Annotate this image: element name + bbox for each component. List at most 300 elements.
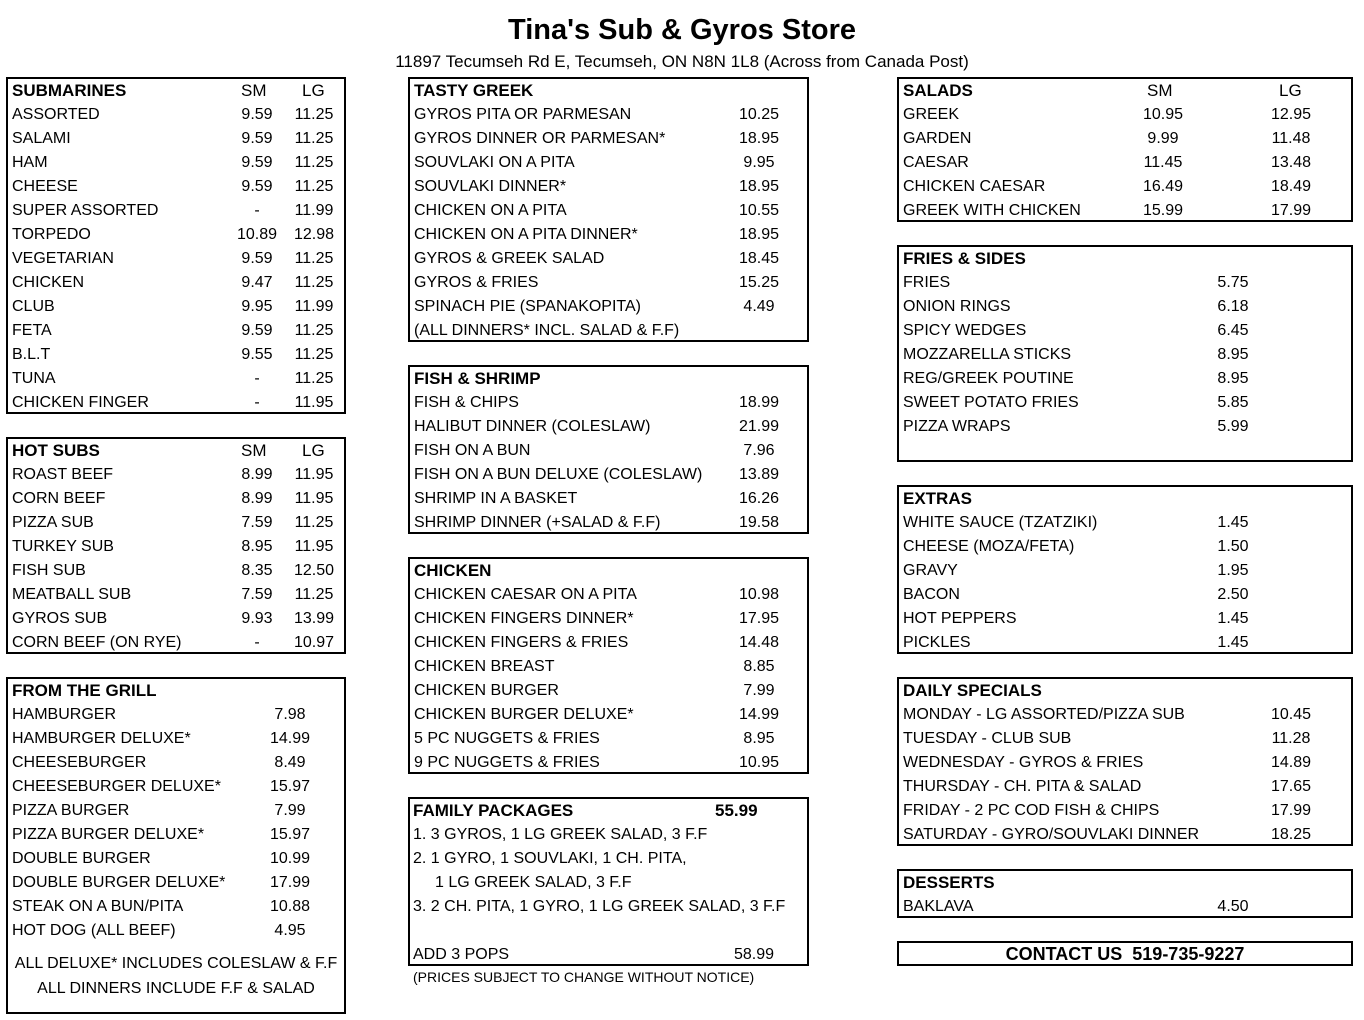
item-name: PIZZA BURGER xyxy=(12,802,130,819)
menu-item xyxy=(8,199,344,223)
price-sm: 9.59 xyxy=(241,154,273,171)
menu-item xyxy=(8,919,344,943)
item-name: THURSDAY - CH. PITA & SALAD xyxy=(903,778,1142,795)
menu-item xyxy=(8,631,344,655)
price: 11.28 xyxy=(1271,730,1311,747)
menu-item xyxy=(410,703,807,727)
item-name: TUNA xyxy=(12,370,56,387)
item-name: BAKLAVA xyxy=(903,898,974,915)
item-name: CHICKEN BREAST xyxy=(414,658,555,675)
item-name: GYROS & GREEK SALAD xyxy=(414,250,605,267)
item-name: HOT PEPPERS xyxy=(903,610,1017,627)
price-sm: 15.99 xyxy=(1142,202,1184,219)
size-sm-label: SM xyxy=(241,81,267,100)
item-name: CHICKEN CAESAR xyxy=(903,178,1046,195)
price-sm: 8.35 xyxy=(241,562,273,579)
menu-item xyxy=(8,271,344,295)
price-lg: 11.25 xyxy=(294,322,334,339)
menu-item xyxy=(899,295,1351,319)
item-name: FETA xyxy=(12,322,52,339)
menu-item xyxy=(410,679,807,703)
item-name: FISH ON A BUN DELUXE (COLESLAW) xyxy=(414,466,703,483)
price-lg: 17.99 xyxy=(1270,202,1312,219)
price: 18.25 xyxy=(1270,826,1312,843)
menu-item xyxy=(410,751,807,775)
menu-item xyxy=(8,247,344,271)
item-name: ASSORTED xyxy=(12,106,100,123)
menu-item xyxy=(8,223,344,247)
item-name: PICKLES xyxy=(903,634,971,651)
item-name: SOUVLAKI DINNER* xyxy=(414,178,567,195)
sides-header xyxy=(899,247,1351,271)
menu-item xyxy=(8,895,344,919)
price: 1.50 xyxy=(1217,538,1249,555)
price: 5.85 xyxy=(1217,394,1249,411)
price-sm: 16.49 xyxy=(1142,178,1184,195)
item-name: SATURDAY - GYRO/SOUVLAKI DINNER xyxy=(903,826,1200,843)
item-name: TUESDAY - CLUB SUB xyxy=(903,730,1072,747)
price-lg: 11.25 xyxy=(294,514,334,531)
grill-section xyxy=(6,677,346,1014)
price: 10.88 xyxy=(269,898,311,915)
price: 4.95 xyxy=(274,922,306,939)
item-name: FISH SUB xyxy=(12,562,86,579)
contact-phone[interactable]: 519-735-9227 xyxy=(1132,944,1245,964)
chicken-section xyxy=(408,557,809,774)
price-disclaimer: (PRICES SUBJECT TO CHANGE WITHOUT NOTICE) xyxy=(413,969,755,985)
price: 15.25 xyxy=(738,274,780,291)
price-sm: 8.99 xyxy=(241,490,273,507)
menu-item xyxy=(8,463,344,487)
menu-item xyxy=(899,391,1351,415)
menu-item xyxy=(8,295,344,319)
dinner-note-row xyxy=(410,319,807,343)
price: 10.45 xyxy=(1270,706,1312,723)
submarines-header xyxy=(8,79,344,103)
section-title: HOT SUBS xyxy=(12,441,100,460)
size-lg-label: LG xyxy=(1279,81,1302,100)
deluxe-note: ALL DELUXE* INCLUDES COLESLAW & F.F xyxy=(14,955,338,972)
extras-section xyxy=(897,485,1353,654)
family-pops-price: 58.99 xyxy=(734,946,775,963)
fish-section xyxy=(408,365,809,534)
size-lg-label: LG xyxy=(302,441,325,460)
price-lg: 12.95 xyxy=(1270,106,1312,123)
price-lg: 11.25 xyxy=(294,130,334,147)
menu-item xyxy=(899,583,1351,607)
item-name: HOT DOG (ALL BEEF) xyxy=(12,922,176,939)
price: 8.85 xyxy=(743,658,775,675)
price: 16.26 xyxy=(738,490,780,507)
price-sm: 9.59 xyxy=(241,178,273,195)
menu-item xyxy=(410,415,807,439)
price: 1.45 xyxy=(1217,514,1249,531)
menu-item xyxy=(410,583,807,607)
menu-item xyxy=(410,463,807,487)
salads-section xyxy=(897,77,1353,222)
item-name: GREEK WITH CHICKEN xyxy=(903,202,1081,219)
menu-item xyxy=(899,175,1351,199)
family-option-2-cont: 1 LG GREEK SALAD, 3 F.F xyxy=(435,874,632,891)
menu-item xyxy=(410,295,807,319)
item-name: SHRIMP DINNER (+SALAD & F.F) xyxy=(414,514,661,531)
size-lg-label: LG xyxy=(302,81,325,100)
hot-subs-header xyxy=(8,439,344,463)
menu-item xyxy=(899,535,1351,559)
menu-item xyxy=(8,775,344,799)
price: 5.99 xyxy=(1217,418,1249,435)
section-title: FRIES & SIDES xyxy=(903,249,1026,268)
grill-header xyxy=(8,679,344,703)
price: 10.99 xyxy=(269,850,311,867)
store-address: 11897 Tecumseh Rd E, Tecumseh, ON N8N 1L8 (Across from Canada Post) xyxy=(395,52,969,71)
family-price: 55.99 xyxy=(715,801,758,820)
menu-item xyxy=(899,631,1351,655)
menu-item xyxy=(8,367,344,391)
family-section xyxy=(408,797,809,966)
price: 8.95 xyxy=(1217,346,1249,363)
item-name: CHICKEN ON A PITA xyxy=(414,202,567,219)
item-name: CHEESE (MOZA/FETA) xyxy=(903,538,1075,555)
item-name: CAESAR xyxy=(903,154,969,171)
size-sm-label: SM xyxy=(241,441,267,460)
item-name: HAMBURGER DELUXE* xyxy=(12,730,191,747)
price-lg: 11.95 xyxy=(294,538,334,555)
menu-item xyxy=(899,775,1351,799)
menu-item xyxy=(410,103,807,127)
menu-item xyxy=(8,127,344,151)
menu-item xyxy=(410,511,807,535)
price: 10.55 xyxy=(738,202,780,219)
item-name: CHEESEBURGER DELUXE* xyxy=(12,778,221,795)
price-lg: 11.25 xyxy=(294,586,334,603)
family-option-3: 3. 2 CH. PITA, 1 GYRO, 1 LG GREEK SALAD, 3 F.F xyxy=(413,898,786,915)
price-sm: - xyxy=(254,634,260,651)
menu-item xyxy=(899,415,1351,439)
price: 18.45 xyxy=(738,250,780,267)
price: 10.95 xyxy=(738,754,780,771)
price-sm: - xyxy=(254,202,260,219)
price-lg: 11.25 xyxy=(294,370,334,387)
item-name: FRIES xyxy=(903,274,951,291)
item-name: WEDNESDAY - GYROS & FRIES xyxy=(903,754,1144,771)
section-title: DAILY SPECIALS xyxy=(903,681,1042,700)
menu-item xyxy=(410,631,807,655)
price-sm: 7.59 xyxy=(241,514,273,531)
price-sm: 9.55 xyxy=(241,346,273,363)
item-name: WHITE SAUCE (TZATZIKI) xyxy=(903,514,1098,531)
menu-item xyxy=(899,607,1351,631)
item-name: MONDAY - LG ASSORTED/PIZZA SUB xyxy=(903,706,1185,723)
item-name: CORN BEEF xyxy=(12,490,106,507)
price: 14.99 xyxy=(738,706,780,723)
item-name: MOZZARELLA STICKS xyxy=(903,346,1072,363)
extras-header xyxy=(899,487,1351,511)
item-name: SPICY WEDGES xyxy=(903,322,1027,339)
menu-item xyxy=(410,487,807,511)
price-lg: 11.99 xyxy=(294,202,334,219)
price: 15.97 xyxy=(269,826,311,843)
menu-item xyxy=(8,391,344,415)
menu-item xyxy=(899,799,1351,823)
item-name: PIZZA WRAPS xyxy=(903,418,1011,435)
item-name: TORPEDO xyxy=(12,226,91,243)
price: 4.50 xyxy=(1217,898,1249,915)
price-sm: 9.59 xyxy=(241,130,273,147)
price: 18.99 xyxy=(738,394,780,411)
item-name: GYROS PITA OR PARMESAN xyxy=(414,106,632,123)
item-name: FISH & CHIPS xyxy=(414,394,519,411)
section-title: SUBMARINES xyxy=(12,81,127,100)
menu-item xyxy=(899,895,1351,919)
menu-item xyxy=(410,439,807,463)
item-name: STEAK ON A BUN/PITA xyxy=(12,898,184,915)
menu-item xyxy=(8,871,344,895)
family-option-2: 2. 1 GYRO, 1 SOUVLAKI, 1 CH. PITA, xyxy=(413,850,687,867)
menu-item xyxy=(899,271,1351,295)
menu-item xyxy=(8,847,344,871)
price: 15.97 xyxy=(269,778,311,795)
item-name: CHICKEN BURGER DELUXE* xyxy=(414,706,634,723)
item-name: SALAMI xyxy=(12,130,71,147)
menu-item xyxy=(410,199,807,223)
item-name: GREEK xyxy=(903,106,960,123)
item-name: SHRIMP IN A BASKET xyxy=(414,490,578,507)
price-sm: - xyxy=(254,394,260,411)
price-lg: 10.97 xyxy=(293,634,335,651)
specials-section xyxy=(897,677,1353,846)
price-sm: 9.99 xyxy=(1147,130,1179,147)
price-lg: 12.50 xyxy=(293,562,335,579)
price-sm: 9.95 xyxy=(241,298,273,315)
menu-item xyxy=(8,103,344,127)
price: 7.98 xyxy=(274,706,306,723)
item-name: GYROS SUB xyxy=(12,610,108,627)
sides-section xyxy=(897,245,1353,462)
price: 5.75 xyxy=(1217,274,1249,291)
price-sm: 7.59 xyxy=(241,586,273,603)
item-name: GARDEN xyxy=(903,130,972,147)
item-name: VEGETARIAN xyxy=(12,250,114,267)
menu-item xyxy=(8,583,344,607)
menu-item xyxy=(410,247,807,271)
section-title: FISH & SHRIMP xyxy=(414,369,541,388)
item-name: CORN BEEF (ON RYE) xyxy=(12,634,182,651)
item-name: CHICKEN BURGER xyxy=(414,682,559,699)
item-name: SPINACH PIE (SPANAKOPITA) xyxy=(414,298,642,315)
price: 18.95 xyxy=(738,226,780,243)
menu-item xyxy=(899,511,1351,535)
price: 1.95 xyxy=(1217,562,1249,579)
item-name: HALIBUT DINNER (COLESLAW) xyxy=(414,418,651,435)
price: 18.95 xyxy=(738,178,780,195)
item-name: PIZZA SUB xyxy=(12,514,94,531)
item-name: ONION RINGS xyxy=(903,298,1011,315)
price: 7.99 xyxy=(743,682,775,699)
contact-label: CONTACT US xyxy=(1005,944,1123,964)
family-title: FAMILY PACKAGES xyxy=(413,801,574,820)
price-lg: 11.48 xyxy=(1271,130,1311,147)
desserts-section xyxy=(897,869,1353,918)
price: 7.99 xyxy=(274,802,306,819)
family-option-1: 1. 3 GYROS, 1 LG GREEK SALAD, 3 F.F xyxy=(413,826,708,843)
item-name: GYROS & FRIES xyxy=(414,274,539,291)
item-name: HAMBURGER xyxy=(12,706,117,723)
price: 21.99 xyxy=(738,418,780,435)
item-name: CLUB xyxy=(12,298,55,315)
section-title: FROM THE GRILL xyxy=(12,681,157,700)
price: 9.95 xyxy=(743,154,775,171)
item-name: CHEESE xyxy=(12,178,78,195)
price-lg: 11.95 xyxy=(294,466,334,483)
price-lg: 11.25 xyxy=(294,346,334,363)
menu-item xyxy=(8,511,344,535)
menu-item xyxy=(899,127,1351,151)
item-name: CHICKEN xyxy=(12,274,85,291)
fish-header xyxy=(410,367,807,391)
price-lg: 13.48 xyxy=(1270,154,1312,171)
item-name: CHICKEN FINGERS & FRIES xyxy=(414,634,629,651)
price-lg: 11.95 xyxy=(294,490,334,507)
dinners-note: ALL DINNERS INCLUDE F.F & SALAD xyxy=(37,980,315,997)
menu-item xyxy=(8,535,344,559)
price-lg: 11.25 xyxy=(294,154,334,171)
chicken-header xyxy=(410,559,807,583)
section-title: CHICKEN xyxy=(414,561,492,580)
menu-item xyxy=(8,559,344,583)
item-name: SUPER ASSORTED xyxy=(12,202,159,219)
hot-subs-section xyxy=(6,437,346,654)
section-title: DESSERTS xyxy=(903,873,995,892)
item-name: CHICKEN FINGERS DINNER* xyxy=(414,610,634,627)
menu-item xyxy=(410,151,807,175)
price-sm: 9.47 xyxy=(241,274,273,291)
item-name: TURKEY SUB xyxy=(12,538,114,555)
item-name: BACON xyxy=(903,586,960,603)
contact-box xyxy=(897,941,1353,966)
menu-item xyxy=(8,607,344,631)
menu-item xyxy=(8,703,344,727)
salads-header xyxy=(899,79,1351,103)
price: 13.89 xyxy=(738,466,780,483)
menu-item xyxy=(410,175,807,199)
dinner-note: (ALL DINNERS* INCL. SALAD & F.F) xyxy=(414,322,680,339)
price-lg: 11.99 xyxy=(294,298,334,315)
item-name: PIZZA BURGER DELUXE* xyxy=(12,826,205,843)
price-lg: 12.98 xyxy=(293,226,335,243)
item-name: 9 PC NUGGETS & FRIES xyxy=(414,754,600,771)
menu-item xyxy=(899,559,1351,583)
item-name: CHEESEBURGER xyxy=(12,754,147,771)
menu-item xyxy=(899,199,1351,223)
item-name: SWEET POTATO FRIES xyxy=(903,394,1079,411)
section-title: SALADS xyxy=(903,81,973,100)
menu-item xyxy=(410,271,807,295)
item-name: GRAVY xyxy=(903,562,958,579)
price: 1.45 xyxy=(1217,610,1249,627)
price: 6.18 xyxy=(1217,298,1249,315)
price: 17.99 xyxy=(1270,802,1312,819)
price-lg: 11.95 xyxy=(294,394,334,411)
price: 18.95 xyxy=(738,130,780,147)
menu-item xyxy=(8,487,344,511)
price-lg: 11.25 xyxy=(294,106,334,123)
item-name: CHICKEN FINGER xyxy=(12,394,149,411)
price: 4.49 xyxy=(743,298,775,315)
desserts-header xyxy=(899,871,1351,895)
price: 7.96 xyxy=(743,442,775,459)
item-name: REG/GREEK POUTINE xyxy=(903,370,1074,387)
price-sm: 11.45 xyxy=(1143,154,1183,171)
menu-item xyxy=(8,175,344,199)
menu-item xyxy=(8,751,344,775)
submarines-section xyxy=(6,77,346,414)
item-name: DOUBLE BURGER xyxy=(12,850,151,867)
greek-section xyxy=(408,77,809,342)
price: 8.95 xyxy=(743,730,775,747)
item-name: CHICKEN CAESAR ON A PITA xyxy=(414,586,637,603)
menu-item xyxy=(8,343,344,367)
price-sm: 10.89 xyxy=(236,226,278,243)
price: 10.98 xyxy=(738,586,780,603)
price: 19.58 xyxy=(738,514,780,531)
price-sm: 10.95 xyxy=(1142,106,1184,123)
item-name: FRIDAY - 2 PC COD FISH & CHIPS xyxy=(903,802,1160,819)
price-lg: 11.25 xyxy=(294,250,334,267)
store-title: Tina's Sub & Gyros Store xyxy=(508,14,856,46)
price-lg: 11.25 xyxy=(294,274,334,291)
greek-header xyxy=(410,79,807,103)
price-lg: 11.25 xyxy=(294,178,334,195)
menu-item xyxy=(8,151,344,175)
item-name: SOUVLAKI ON A PITA xyxy=(414,154,575,171)
menu-item xyxy=(410,391,807,415)
price: 1.45 xyxy=(1217,634,1249,651)
price: 17.99 xyxy=(269,874,311,891)
price: 14.99 xyxy=(269,730,311,747)
price: 8.49 xyxy=(274,754,306,771)
item-name: CHICKEN ON A PITA DINNER* xyxy=(414,226,638,243)
menu-item xyxy=(899,727,1351,751)
menu-item xyxy=(410,655,807,679)
menu-item xyxy=(899,343,1351,367)
menu-item xyxy=(8,727,344,751)
menu-item xyxy=(899,319,1351,343)
menu-item xyxy=(899,367,1351,391)
item-name: MEATBALL SUB xyxy=(12,586,132,603)
menu-item xyxy=(410,727,807,751)
menu-item xyxy=(899,823,1351,847)
price: 17.95 xyxy=(738,610,780,627)
family-pops: ADD 3 POPS xyxy=(413,946,510,963)
section-title: EXTRAS xyxy=(903,489,972,508)
price: 14.48 xyxy=(738,634,780,651)
specials-header xyxy=(899,679,1351,703)
item-name: HAM xyxy=(12,154,48,171)
menu-item xyxy=(899,751,1351,775)
price-sm: 9.59 xyxy=(241,322,273,339)
price: 6.45 xyxy=(1217,322,1249,339)
item-name: ROAST BEEF xyxy=(12,466,114,483)
menu-item xyxy=(410,607,807,631)
price: 10.25 xyxy=(738,106,780,123)
size-sm-label: SM xyxy=(1147,81,1173,100)
price: 8.95 xyxy=(1217,370,1249,387)
item-name: 5 PC NUGGETS & FRIES xyxy=(414,730,600,747)
menu-item xyxy=(899,103,1351,127)
section-title: TASTY GREEK xyxy=(414,81,534,100)
item-name: B.L.T xyxy=(12,346,51,363)
